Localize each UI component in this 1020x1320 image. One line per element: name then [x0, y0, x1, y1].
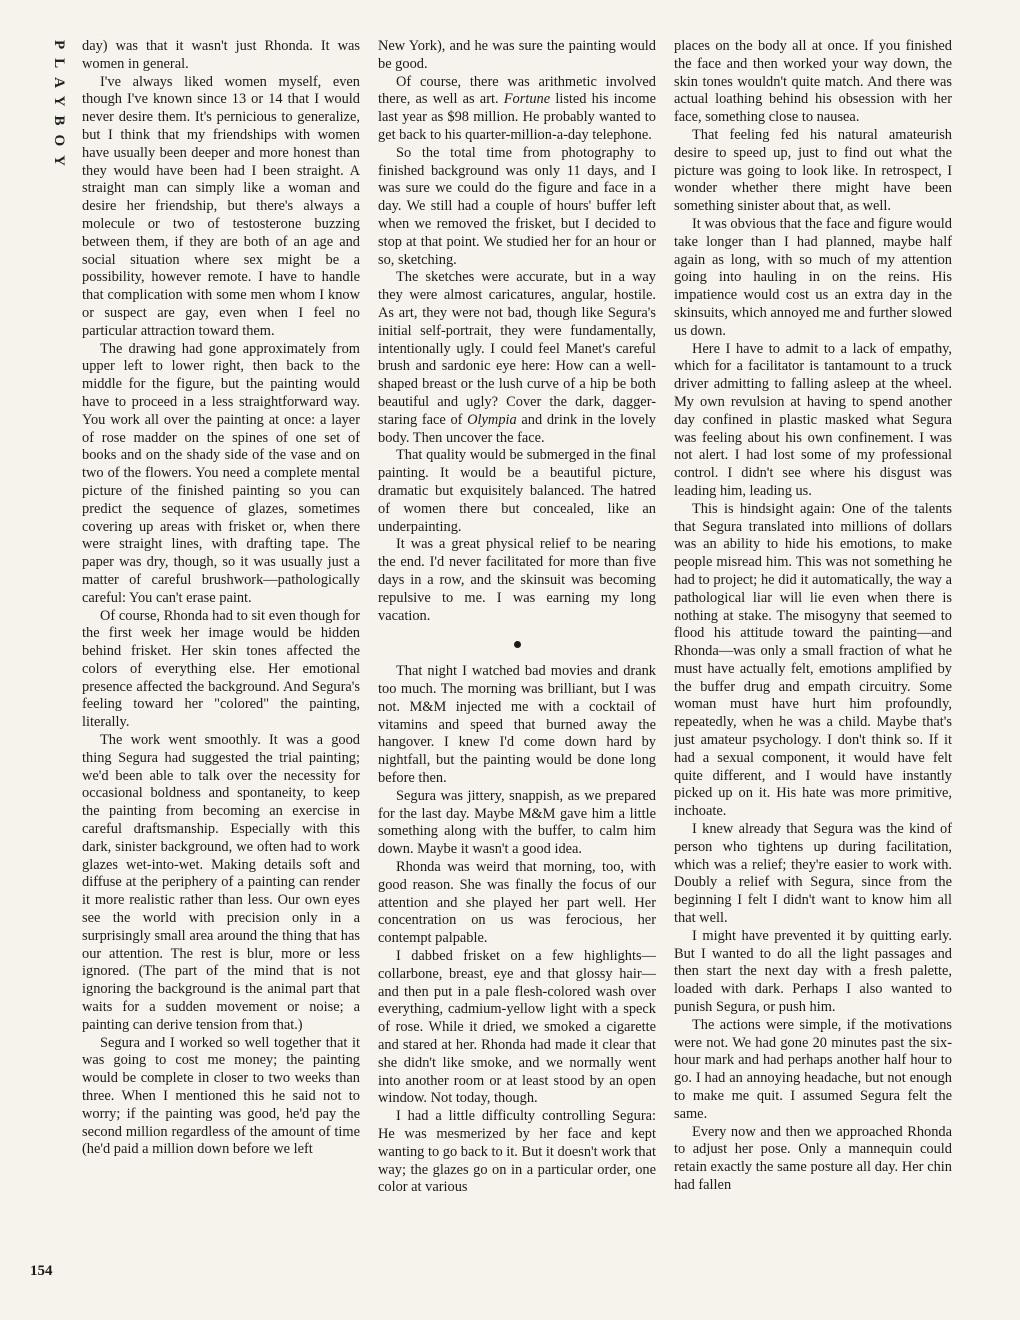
paragraph: This is hindsight again: One of the talents that Segura translated into millions of dollars was an ability to hide his emotions, to make people misread him. This was not something he had to project; he did it automatically, the way a pathological liar will lie even when there is nothing at stake. The misogyny that seemed to flood his attitude toward the painting—and Rhonda—was only a small fraction of what he must have actually felt, emotions amplified by the buffer drug and empath circuitry. Some woman must have hurt him profoundly, repeatedly, when he was a child. Maybe that's just amateur psychology. I don't think so. If it had a sexual component, it would have felt quite different, and I would have instantly picked up on it. His hate was more primitive, inchoate. — [674, 500, 952, 820]
section-break — [378, 627, 656, 661]
paragraph: The drawing had gone approximately from upper left to lower right, then back to the middle for the figure, but the painting would have to proceed in a less straightforward way. You work all over the painting at once: a layer of rose madder on the spines of one set of books and on the shady side of the vase and on two of the flowers. You need a complete mental picture of the finished painting so you can predict the sequence of glazes, sometimes covering up areas with frisket or, when there were straight lines, with drafting tape. The paper was dry, though, so it was usually just a matter of careful brushwork—pathologically careful: You can't erase paint. — [82, 340, 360, 606]
paragraph: The actions were simple, if the motivations were not. We had gone 20 minutes past the six-hour mark and had perhaps another half hour to go. I had an annoying headache, but not enough to make me quit. I assumed Segura felt the same. — [674, 1016, 952, 1122]
text-column-3 — [674, 38, 952, 1278]
paragraph: day) was that it wasn't just Rhonda. It was women in general. — [82, 38, 360, 72]
paragraph: I dabbed frisket on a few highlights—collarbone, breast, eye and that glossy hair—and then put in a pale flesh-colored wash over everything, cadmium-yellow light with a speck of rose. While it dried, we smoked a cigarette and stared at her. Rhonda had made it clear that she didn't like smoke, and we normally went into another room or at least stood by an open window. Not today, though. — [378, 948, 656, 1107]
paragraph: That night I watched bad movies and drank too much. The morning was brilliant, but I was not. M&M injected me with a cocktail of vitamins and speed that burned away the hangover. I knew I'd come down hard by nightfall, but the painting would be done long before then. — [378, 663, 656, 787]
paragraph: Segura and I worked so well together that it was going to cost me money; the painting would be complete in closer to two weeks than three. When I mentioned this he said not to worry; if the painting was good, he'd pay the second million regardless of the amount of time (he'd paid a million down before we left — [82, 1034, 360, 1158]
paragraph — [378, 74, 656, 145]
text-column-1 — [82, 38, 360, 1278]
page-number: 154 — [30, 1263, 53, 1279]
painting-title: Olympia — [467, 411, 517, 428]
paragraph: It was obvious that the face and figure would take longer than I had planned, maybe half again as long, with so much of my attention going into hauling in on the reins. His impatience would cost us an extra day in the skinsuits, which annoyed me and further slowed us down. — [674, 215, 952, 339]
paragraph: Segura was jittery, snappish, as we prepared for the last day. Maybe M&M gave him a little something along with the buffer, to calm him down. Maybe it wasn't a good idea. — [378, 787, 656, 858]
paragraph: So the total time from photography to finished background was only 11 days, and I was sure we could do the figure and face in a day. We still had a couple of hours' buffer left when we removed the frisket, but I decided to stop at that point. We studied her for an hour or so, sketching. — [378, 144, 656, 268]
paragraph: Rhonda was weird that morning, too, with good reason. She was finally the focus of our attention and she played her part well. Her concentration on us was ferocious, her contempt palpable. — [378, 859, 656, 947]
paragraph: I knew already that Segura was the kind of person who tightens up during facilitation, which was a relief; they're easier to work with. Doubly a relief with Segura, since from the beginning I felt I didn't want to know him all that well. — [674, 821, 952, 927]
text-run: The sketches were accurate, but in a way they were almost caricatures, angular, hostile. As art, they were not bad, though like Segura's initial self-portrait, they were fundamentally, intentionally ugly. I could feel Manet's careful brush and sardonic eye here: How can a well-shaped breast or the lush curve of a hip be both beautiful and ugly? Cover the dark, dagger-staring face of — [378, 269, 656, 428]
magazine-title: Fortune — [503, 91, 551, 108]
paragraph: Of course, Rhonda had to sit even though for the first week her image would be hidden behind frisket. Her skin tones affected the colors of everything else. Her emotional presence affected the background. And Segura's feeling toward her "colored" the painting, literally. — [82, 607, 360, 731]
paragraph: Here I have to admit to a lack of empathy, which for a facilitator is tantamount to a truck driver admitting to falling asleep at the wheel. My own revulsion at having to spend another day confined in plastic masked what Segura was feeling about his own confinement. I was not alert. I had lost some of my professional control. I didn't see where his disgust was leading him, leading us. — [674, 340, 952, 499]
text-run: and drink in the lovely body. Then uncover the face. — [378, 411, 656, 446]
text-run: listed his income last year as $98 million. He probably wanted to get back to his quarter-million-a-day telephone. — [378, 91, 656, 143]
paragraph: places on the body all at once. If you finished the face and then worked your way down, the skin tones wouldn't quite match. And there was actual loathing behind his obsession with her face, something close to nausea. — [674, 38, 952, 126]
paragraph: It was a great physical relief to be nearing the end. I'd never facilitated for more than five days in a row, and the skinsuit was becoming repulsive to me. I was earning my long vacation. — [378, 536, 656, 624]
paragraph: I had a little difficulty controlling Segura: He was mesmerized by her face and kept wanting to go back to it. But it doesn't work that way; the glazes go on in a particular order, one color at various — [378, 1108, 656, 1196]
paragraph: The work went smoothly. It was a good thing Segura had suggested the trial painting; we'd been able to talk over the necessity for occasional boldness and spontaneity, to keep the painting from becoming an exercise in careful draftsmanship. Especially with this dark, sinister background, we often had to work glazes wet-into-wet. Making details soft and diffuse at the periphery of a painting can render it more realistic rather than less. Our own eyes see the world with precision only in a surprisingly small area around the thing that has our attention. The rest is blur, more or less ignored. (The part of the mind that is not ignoring the background is the animal part that waits for a sudden movement or noise; a painting can derive tension from that.) — [82, 732, 360, 1033]
paragraph: I've always liked women myself, even though I've known since 13 or 14 that I would never desire them. It's pernicious to generalize, but I think that my friendships with women have usually been deeper and more honest than they would have been had I been straight. A straight man can simply like a woman and desire her friendship, but there's always a molecule or two of testosterone buzzing between them, if they are both of an age and social situation where sex might be a possibility, however remote. I have to handle that complication with some men whom I know or suspect are gay, even when I feel no particular attraction toward them. — [82, 73, 360, 339]
text-column-2 — [378, 38, 656, 1278]
paragraph: That quality would be submerged in the final painting. It would be a beautiful picture, dramatic but exquisitely balanced. The hatred of women there but concealed, like an underpainting. — [378, 447, 656, 535]
bullet-ornament — [514, 641, 521, 648]
paragraph: I might have prevented it by quitting early. But I wanted to do all the light passages and then start the next day with a fresh palette, loaded with dark. Perhaps I also wanted to punish Segura, or push him. — [674, 927, 952, 1016]
text-run: Of course, there was arithmetic involved there, as well as art. — [378, 73, 656, 108]
paragraph: New York), and he was sure the painting would be good. — [378, 38, 656, 72]
paragraph — [378, 269, 656, 447]
paragraph: That feeling fed his natural amateurish desire to speed up, just to find out what the picture was going to look like. In retrospect, I wonder whether there might have been something sinister about that, as well. — [674, 126, 952, 215]
running-head: PLAYBOY — [51, 40, 67, 175]
paragraph: Every now and then we approached Rhonda to adjust her pose. Only a mannequin could retain exactly the same posture all day. Her chin had fallen — [674, 1123, 952, 1193]
